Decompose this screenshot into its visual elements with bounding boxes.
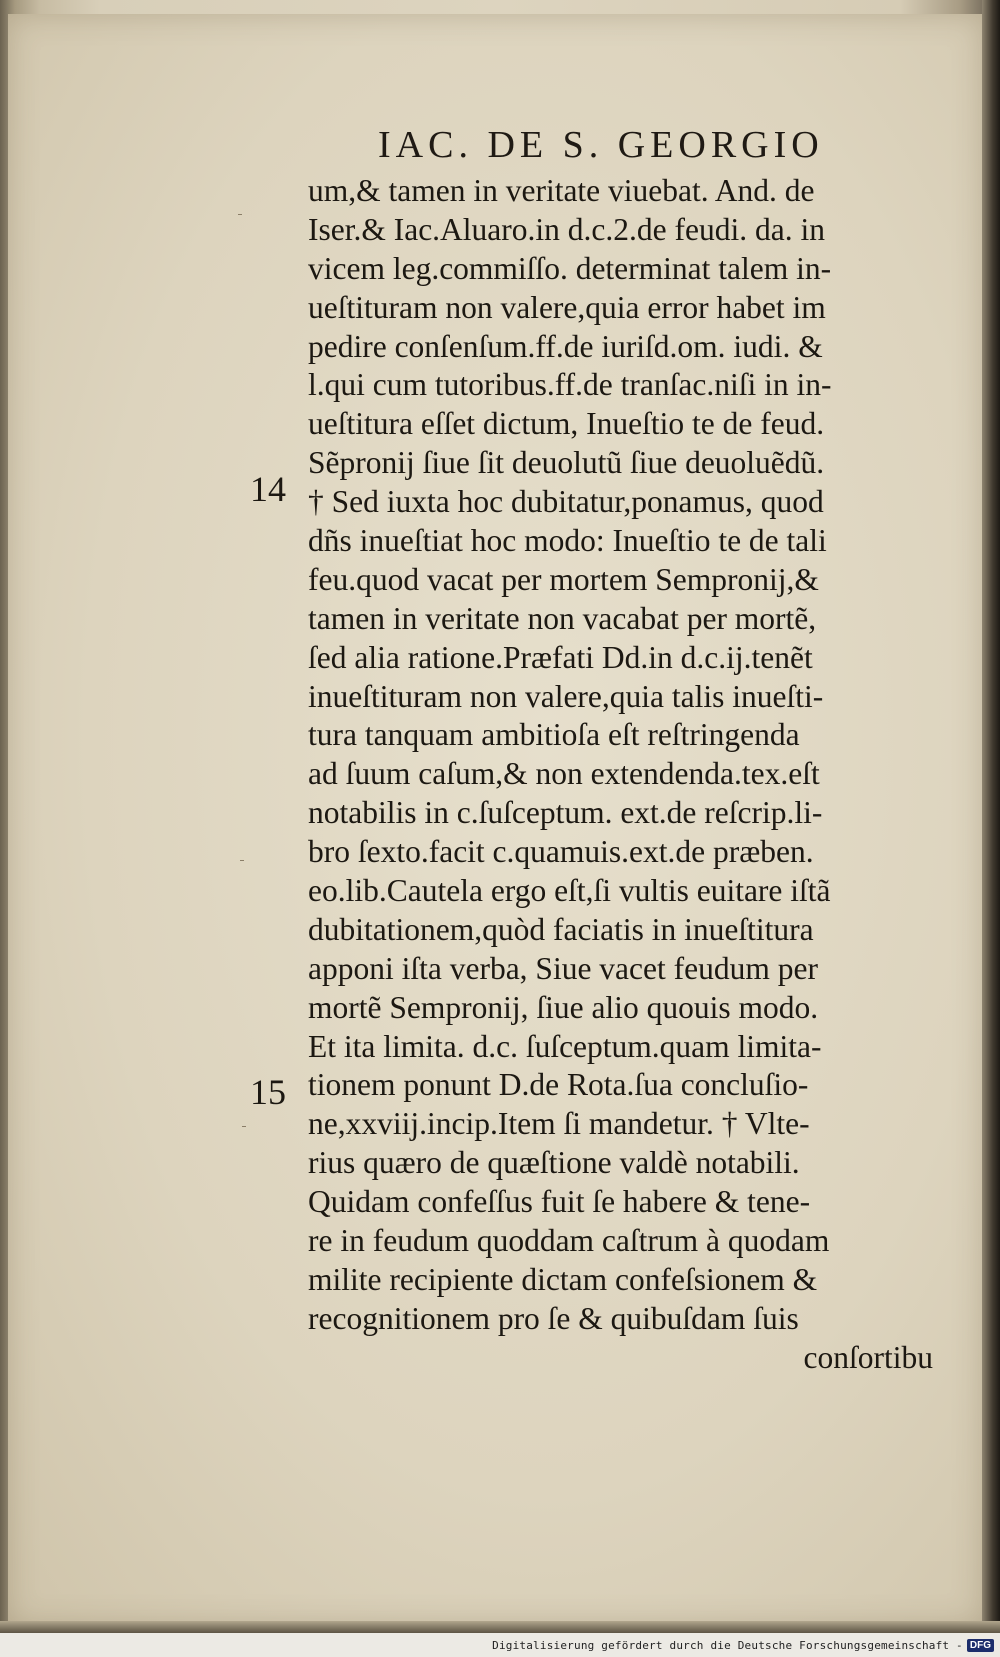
text-line: Iser.& Iac.Aluaro.in d.c.2.de feudi. da. in [308,211,825,247]
page-speck [238,214,242,215]
text-line: Sẽpronij ſiue ſit deuolutũ ſiue deuoluẽdũ. [308,445,825,481]
text-line: feu.quod vacat per mortem Sempronij,& [308,561,819,597]
text-line: tura tanquam ambitioſa eſt reſtringenda [308,717,800,753]
text-line: dubitationem,quòd faciatis in inueſtitura [308,911,814,947]
book-bottom-edge [0,1621,1000,1633]
catchword: conſortibu [803,1339,933,1375]
text-line: apponi iſta verba, Siue vacet feudum per [308,950,818,986]
text-line: vicem leg.commiſſo. determinat talem in- [308,250,832,286]
text-line: bro ſexto.facit c.quamuis.ext.de præben. [308,834,814,870]
book-edge-shadow [982,0,1000,1657]
margin-number: 14 [250,469,286,509]
page-speck [240,860,244,861]
text-line: ueſtituram non valere,quia error habet im [308,289,826,325]
body-text [308,172,933,1378]
footer-credit: Digitalisierung gefördert durch die Deutsche Forschungsgemeinschaft - [492,1638,963,1652]
text-line: ueſtitura eſſet dictum, Inueſtio te de feud. [308,406,825,442]
running-head: IAC. DE S. GEORGIO [378,124,824,166]
text-line: ſed alia ratione.Præfati Dd.in d.c.ij.tenẽt [308,639,813,675]
text-line: recognitionem pro ſe & quibuſdam ſuis [308,1300,799,1336]
text-line: pedire conſenſum.ff.de iuriſd.om. iudi. & [308,328,823,364]
text-line: notabilis in c.ſuſceptum. ext.de reſcrip.li- [308,795,823,831]
text-line: eo.lib.Cautela ergo eſt,ſi vultis euitare iſtã [308,873,831,909]
text-line: tamen in veritate non vacabat per mortẽ, [308,600,817,636]
text-line: re in feudum quoddam caſtrum à quodam [308,1223,830,1259]
text-line: milite recipiente dictam confeſsionem & [308,1261,818,1297]
footer-bar [0,1633,1000,1657]
text-line: rius quæro de quæſtione valdè notabili. [308,1145,800,1181]
text-line: Quidam confeſſus fuit ſe habere & tene- [308,1184,811,1220]
text-line: um,& tamen in veritate viuebat. And. de [308,173,815,208]
text-line: tionem ponunt D.de Rota.ſua concluſio- [308,1067,809,1103]
text-line: ne,xxviij.incip.Item ſi mandetur. † Vlte- [308,1106,810,1142]
page-speck [242,1126,246,1127]
text-line: ad ſuum caſum,& non extendenda.tex.eſt [308,756,820,792]
text-line: l.qui cum tutoribus.ff.de tranſac.niſi in in- [308,367,832,403]
margin-number: 15 [250,1072,286,1112]
text-line: inueſtituram non valere,quia talis inueſti- [308,678,824,714]
text-line: dñs inueſtiat hoc modo: Inueſtio te de tali [308,523,827,559]
text-line: Et ita limita. d.c. ſuſceptum.quam limita- [308,1028,822,1064]
dfg-logo: DFG [967,1639,994,1652]
text-line: mortẽ Sempronij, ſiue alio quouis modo. [308,989,819,1025]
text-line: † Sed iuxta hoc dubitatur,ponamus, quod [308,484,824,520]
